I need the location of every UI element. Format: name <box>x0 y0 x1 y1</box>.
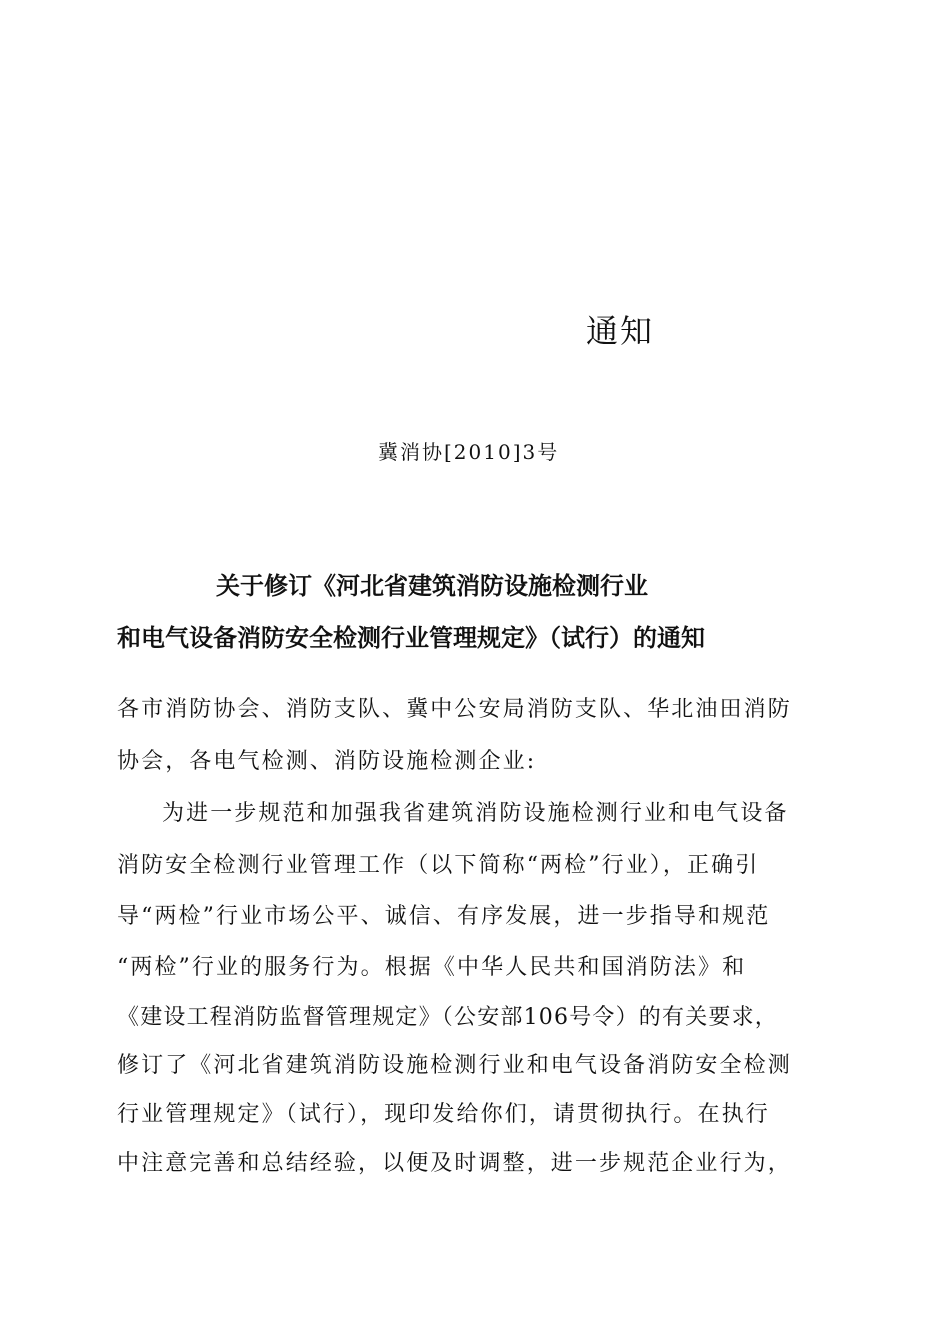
body-paragraph-line-1: 为进一步规范和加强我省建筑消防设施检测行业和电气设备 <box>162 801 789 826</box>
body-paragraph-line-5: 《建设工程消防监督管理规定》（公安部106号令）的有关要求， <box>117 1005 778 1030</box>
body-paragraph-line-3: 导“两检”行业市场公平、诚信、有序发展，进一步指导和规范 <box>117 904 771 929</box>
document-number: 冀消协[2010]3号 <box>378 440 560 464</box>
body-paragraph-line-7: 行业管理规定》（试行），现印发给你们，请贯彻执行。在执行 <box>117 1102 770 1127</box>
notice-heading: 通知 <box>586 312 655 350</box>
body-paragraph-line-4: “两检”行业的服务行为。根据《中华人民共和国消防法》和 <box>117 955 747 980</box>
document-title-line-2: 和电气设备消防安全检测行业管理规定》（试行）的通知 <box>117 623 705 652</box>
document-title-line-1: 关于修订《河北省建筑消防设施检测行业 <box>216 571 648 600</box>
recipients-line-2: 协会，各电气检测、消防设施检测企业: <box>117 749 537 774</box>
body-paragraph-line-2: 消防安全检测行业管理工作（以下简称“两检”行业），正确引 <box>117 853 760 878</box>
body-paragraph-line-6: 修订了《河北省建筑消防设施检测行业和电气设备消防安全检测 <box>117 1053 792 1078</box>
body-paragraph-line-8: 中注意完善和总结经验，以便及时调整，进一步规范企业行为， <box>117 1151 792 1176</box>
recipients-line-1: 各市消防协会、消防支队、冀中公安局消防支队、华北油田消防 <box>117 697 792 722</box>
